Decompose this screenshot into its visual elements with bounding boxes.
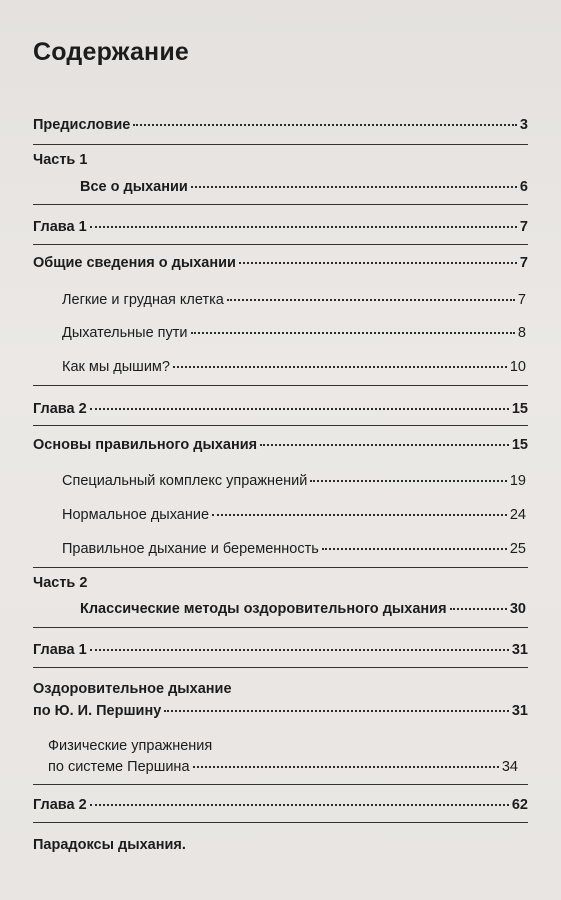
toc-entry-section[interactable]	[33, 254, 528, 272]
toc-page-number: 10	[509, 359, 526, 375]
toc-entry-title: Общие сведения о дыхании	[33, 255, 236, 271]
toc-page-number: 19	[509, 473, 526, 489]
toc-entry-section[interactable]: Парадоксы дыхания.	[33, 837, 186, 853]
divider	[33, 667, 528, 668]
toc-entry-subsection[interactable]	[62, 291, 526, 309]
toc-page-number: 62	[511, 797, 528, 813]
toc-page-number: 30	[509, 601, 526, 617]
toc-entry-title: Дыхательные пути	[62, 325, 188, 341]
toc-page-number: 15	[511, 437, 528, 453]
dot-leader	[310, 480, 507, 482]
toc-page-number: 25	[509, 541, 526, 557]
toc-entry-preface[interactable]	[33, 116, 528, 134]
toc-entry-chapter[interactable]	[33, 218, 528, 236]
toc-entry-title: Нормальное дыхание	[62, 507, 210, 523]
toc-page-number: 24	[509, 507, 526, 523]
divider	[33, 144, 528, 145]
divider	[33, 627, 528, 628]
toc-page-number: 34	[501, 759, 518, 775]
divider	[33, 784, 528, 785]
dot-leader	[227, 299, 515, 301]
divider	[33, 425, 528, 426]
divider	[33, 204, 528, 205]
toc-entry-chapter[interactable]	[33, 641, 528, 659]
toc-entry-title: Легкие и грудная клетка	[62, 292, 224, 308]
toc-page-number: 31	[511, 703, 528, 719]
toc-page-number: 7	[519, 219, 528, 235]
toc-entry-title: Специальный комплекс упражнений	[62, 473, 308, 489]
toc-entry-title: Глава 1	[33, 219, 87, 235]
toc-entry-chapter[interactable]	[33, 400, 528, 418]
toc-entry-title: Основы правильного дыхания	[33, 437, 258, 453]
toc-entry-title: по Ю. И. Першину	[33, 703, 162, 719]
toc-entry-title-line: Физические упражнения	[48, 738, 213, 754]
dot-leader	[90, 226, 517, 228]
toc-entry-section[interactable]	[33, 702, 528, 720]
toc-entry-title: Как мы дышим?	[62, 359, 170, 375]
toc-entry-title: Предисловие	[33, 117, 131, 133]
toc-page-number: 3	[519, 117, 528, 133]
toc-entry-subsection[interactable]	[62, 540, 526, 558]
toc-page-number: 7	[519, 255, 528, 271]
dot-leader	[239, 262, 517, 264]
toc-entry-subsection[interactable]	[62, 472, 526, 490]
toc-heading: Содержание	[33, 38, 190, 66]
toc-entry-title-line: Оздоровительное дыхание	[33, 681, 232, 697]
toc-entry-subsection[interactable]	[62, 324, 526, 342]
dot-leader	[164, 710, 509, 712]
dot-leader	[193, 766, 499, 768]
toc-page-number: 15	[511, 401, 528, 417]
toc-page-number: 7	[517, 292, 526, 308]
toc-entry-title: Глава 2	[33, 797, 87, 813]
dot-leader	[191, 332, 515, 334]
divider	[33, 244, 528, 245]
divider	[33, 385, 528, 386]
toc-entry-title: по системе Першина	[48, 759, 190, 775]
toc-entry-title: Правильное дыхание и беременность	[62, 541, 319, 557]
dot-leader	[450, 608, 507, 610]
toc-page-number: 6	[519, 179, 528, 195]
dot-leader	[90, 804, 509, 806]
dot-leader	[173, 366, 507, 368]
toc-page-number: 8	[517, 325, 526, 341]
divider	[33, 822, 528, 823]
dot-leader	[260, 444, 509, 446]
dot-leader	[133, 124, 517, 126]
toc-entry-title: Глава 2	[33, 401, 87, 417]
dot-leader	[191, 186, 517, 188]
dot-leader	[90, 649, 509, 651]
toc-entry-subsection[interactable]	[48, 758, 518, 776]
dot-leader	[90, 408, 509, 410]
toc-entry-title: Глава 1	[33, 642, 87, 658]
toc-entry-part1[interactable]	[80, 178, 528, 196]
divider	[33, 567, 528, 568]
dot-leader	[322, 548, 507, 550]
toc-entry-title: Классические методы оздоровительного дыхания	[80, 601, 447, 617]
part-label: Часть 2	[33, 575, 88, 591]
toc-page-number: 31	[511, 642, 528, 658]
toc-entry-section[interactable]	[33, 436, 528, 454]
toc-entry-chapter[interactable]	[33, 796, 528, 814]
toc-entry-title: Все о дыхании	[80, 179, 188, 195]
toc-entry-subsection[interactable]	[62, 506, 526, 524]
toc-entry-part2[interactable]	[80, 600, 526, 618]
toc-entry-subsection[interactable]	[62, 358, 526, 376]
dot-leader	[212, 514, 507, 516]
part-label: Часть 1	[33, 152, 88, 168]
